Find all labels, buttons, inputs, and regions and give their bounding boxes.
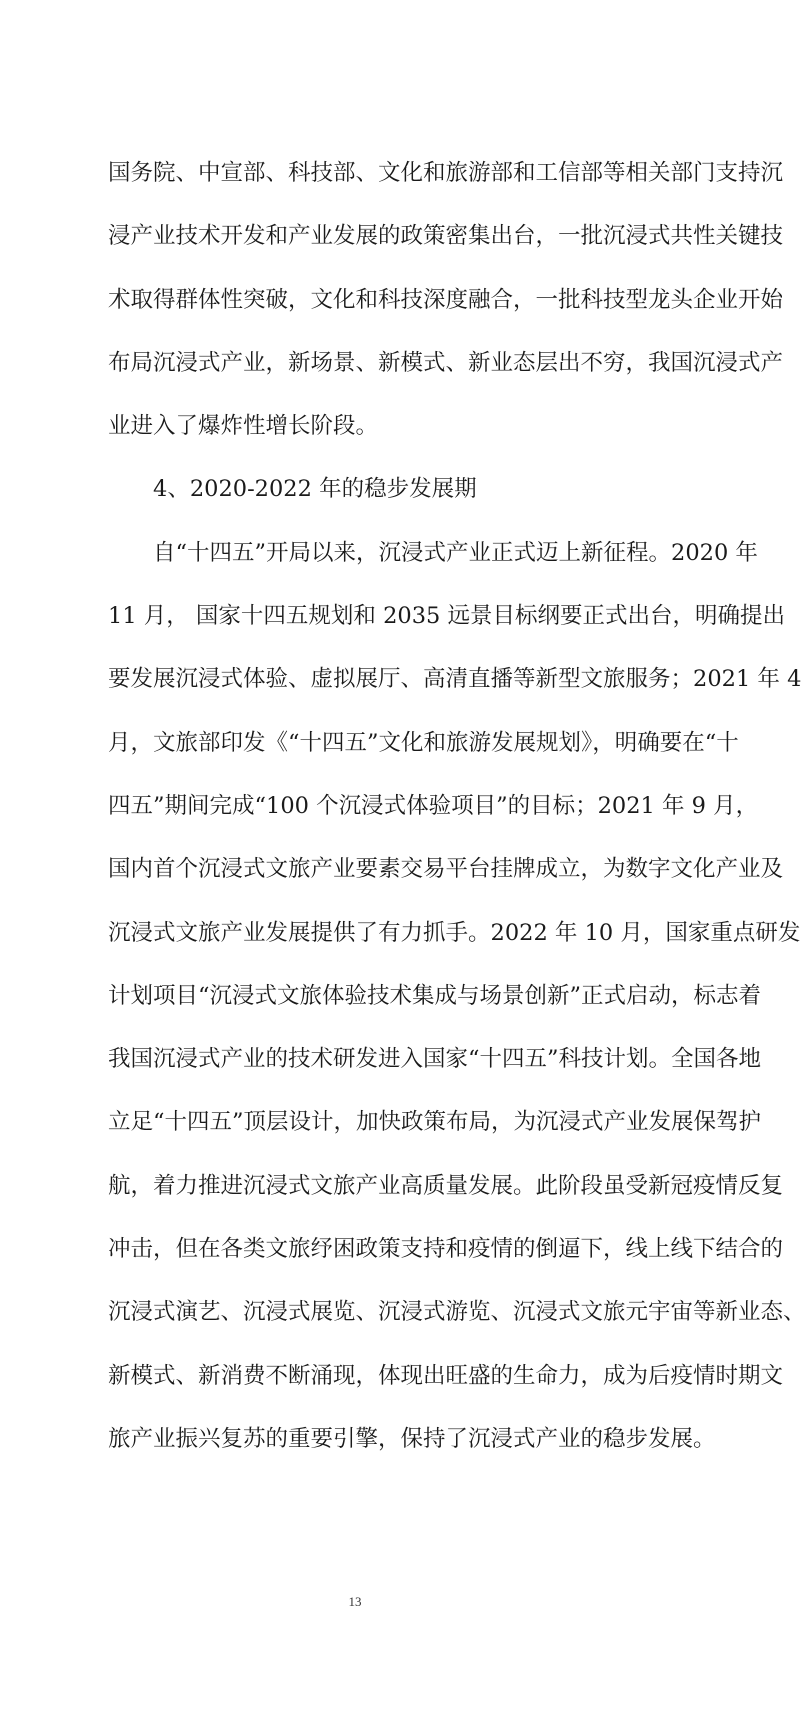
text-line: 月，文旅部印发《“十四五”文化和旅游发展规划》，明确要在“十 [108,729,739,756]
text-line: 国务院、中宣部、科技部、文化和旅游部和工信部等相关部门支持沉 [108,160,784,186]
text-line: 我国沉浸式产业的技术研发进入国家“十四五”科技计划。全国各地 [108,1046,762,1073]
text-line: 浸产业技术开发和产业发展的政策密集出台，一批沉浸式共性关键技 [108,223,784,250]
text-line: 业进入了爆炸性增长阶段。 [108,413,379,440]
text-line: 术取得群体性突破，文化和科技深度融合，一批科技型龙头企业开始 [108,286,784,313]
text-line: 沉浸式演艺、沉浸式展览、沉浸式游览、沉浸式文旅元宇宙等新业态、 [108,1299,806,1326]
text-line: 自“十四五”开局以来，沉浸式产业正式迈上新征程。2020 年 [108,539,758,566]
text-line: 布局沉浸式产业，新场景、新模式、新业态层出不穷，我国沉浸式产 [108,349,784,376]
text-line: 旅产业振兴复苏的重要引擎，保持了沉浸式产业的稳步发展。 [108,1425,716,1452]
body-text [108,142,806,1471]
text-line: 四五”期间完成“100 个沉浸式体验项目”的目标；2021 年 9 月， [108,792,759,819]
text-line: 要发展沉浸式体验、虚拟展厅、高清直播等新型文旅服务；2021 年 4 [108,666,802,693]
text-line: 冲击，但在各类文旅纾困政策支持和疫情的倒逼下，线上线下结合的 [108,1236,784,1263]
text-line: 沉浸式文旅产业发展提供了有力抓手。2022 年 10 月，国家重点研发 [108,919,801,946]
section-heading: 4、2020-2022 年的稳步发展期 [108,476,477,503]
page-number: 13 [348,1594,362,1609]
text-line: 11 月， 国家十四五规划和 2035 远景目标纲要正式出台，明确提出 [108,603,786,630]
text-line: 新模式、新消费不断涌现，体现出旺盛的生命力，成为后疫情时期文 [108,1362,784,1389]
text-line: 航，着力推进沉浸式文旅产业高质量发展。此阶段虽受新冠疫情反复 [108,1172,784,1199]
text-line: 国内首个沉浸式文旅产业要素交易平台挂牌成立，为数字文化产业及 [108,856,784,883]
text-line: 立足“十四五”顶层设计，加快政策布局，为沉浸式产业发展保驾护 [108,1109,762,1136]
text-line: 计划项目“沉浸式文旅体验技术集成与场景创新”正式启动，标志着 [108,982,762,1009]
